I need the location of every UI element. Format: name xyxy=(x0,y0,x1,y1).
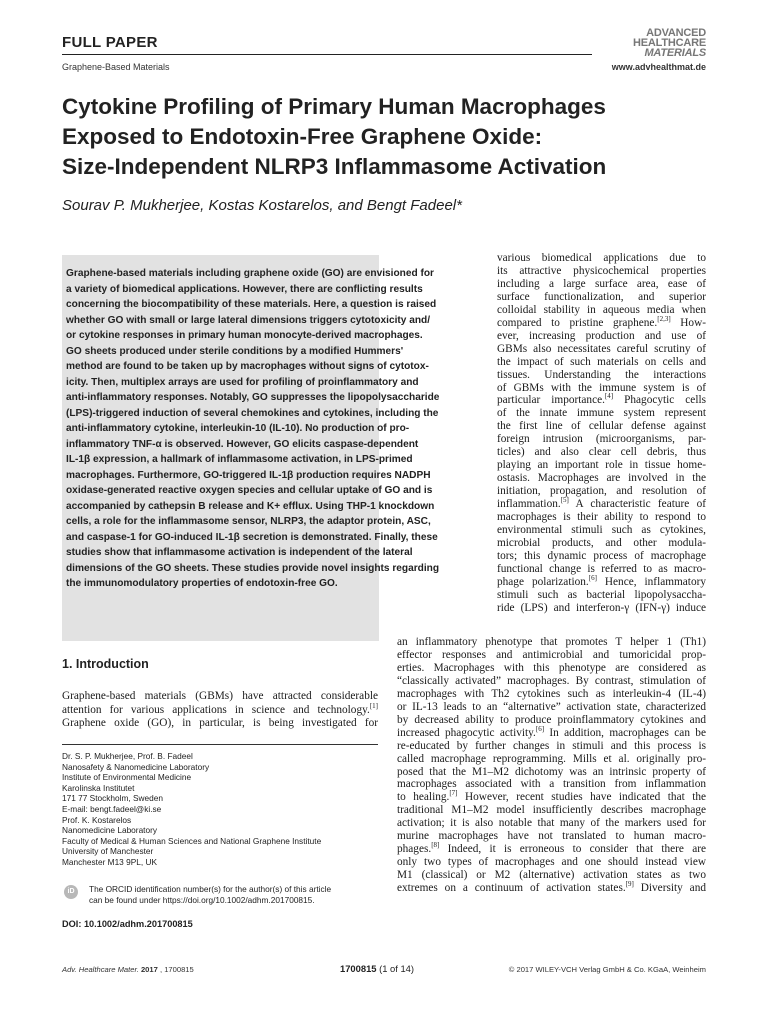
body-line: by decreased ability to produce proinflammatory cytokines and xyxy=(397,713,706,726)
introduction-line: Graphene-based materials (GBMs) have attracted considerable xyxy=(62,690,378,702)
abstract-line: cells, a role for the inflammasome sensor, NLRP3, the adaptor protein, ASC, xyxy=(66,516,431,527)
body-line: including a large surface area, ease of xyxy=(497,277,706,290)
journal-url[interactable]: www.advhealthmat.de xyxy=(611,62,706,72)
body-line: ride (LPS) and interferon-γ (IFN-γ) induce xyxy=(497,601,706,614)
body-line: to healing.[7] However, recent studies have indicated that the xyxy=(397,789,707,804)
body-line: tors; this dynamic process of macrophage xyxy=(497,549,706,562)
body-line: inflammation.[5] A characteristic feature of xyxy=(497,496,706,511)
body-line: of the innate immune system represent xyxy=(497,407,706,420)
body-line: GBMs also necessitates careful scrutiny of xyxy=(497,342,706,355)
title-line: Exposed to Endotoxin-Free Graphene Oxide: xyxy=(62,124,543,149)
authors: Sourav P. Mukherjee, Kostas Kostarelos, and Bengt Fadeel* xyxy=(62,197,462,214)
body-line: posed that the M1–M2 dichotomy was an intrinsic property of xyxy=(397,765,706,778)
body-line: increased phagocytic activity.[6] In addition, macrophages can be xyxy=(397,724,706,739)
body-line: compared to pristine graphene.[2,3] How- xyxy=(497,315,707,329)
body-line: the first line of cellular defense against xyxy=(497,420,706,433)
affiliation-line: 171 77 Stockholm, Sweden xyxy=(62,793,164,804)
abstract-line: macrophages. Furthermore, GO-triggered IL-1β production requires NADPH xyxy=(66,469,431,481)
abstract-line: icity. Then, multiplex arrays are used for profiling of proinflammatory and xyxy=(66,376,419,388)
abstract-line: concerning the biocompatibility of these materials. Here, a question is raised xyxy=(66,299,437,310)
body-line: foreign intrusion (microorganisms, par- xyxy=(497,433,706,446)
footer-page: 1700815 xyxy=(340,963,377,974)
body-line: re-educated by further changes in stimuli and this process is xyxy=(397,739,706,752)
body-line: an inflammatory phenotype that promotes T helper 1 (Th1) xyxy=(397,636,706,648)
body-line: ticles) and also clear cell debris, thus xyxy=(497,446,706,459)
footer-page-number xyxy=(340,963,414,974)
title-line: Cytokine Profiling of Primary Human Macrophages xyxy=(62,94,606,119)
body-line: macrophages with Th2 cytokines such as interleukin-4 (IL-4) xyxy=(397,687,706,700)
introduction-heading: 1. Introduction xyxy=(62,657,149,671)
body-line: tissues. Understanding the interactions xyxy=(497,368,706,381)
orcid-line[interactable]: can be found under https://doi.org/10.1002/adhm.201700815. xyxy=(89,894,315,905)
body-line: activation; it is also notable that many of the markers used for xyxy=(397,817,706,830)
footer-citation-text: , 1700815 xyxy=(159,965,194,974)
body-line: ostasis. Macrophages are involved in the xyxy=(497,472,706,485)
affiliation-line: Prof. K. Kostarelos xyxy=(62,814,132,825)
introduction-line: attention for various applications in science and technology.[1] xyxy=(62,701,378,716)
abstract-line: oxidase-generated reactive oxygen species and cellular uptake of GO and is xyxy=(66,485,433,496)
body-line: of GBMs with the immune system is of xyxy=(497,381,706,394)
abstract-line: or cytokine responses in primary human monocyte-derived macrophages. xyxy=(66,330,423,341)
body-line: traditional M1–M2 model insufficiently describes macrophage xyxy=(397,804,706,817)
footer-copyright: © 2017 WILEY-VCH Verlag GmbH & Co. KGaA, Weinheim xyxy=(508,965,706,974)
abstract-line: accompanied by cathepsin B release and K+ efflux. Using THP-1 knockdown xyxy=(66,500,435,512)
affiliation-line: Karolinska Institutet xyxy=(62,782,135,793)
body-line: “classically activated” macrophages. By contrast, stimulation of xyxy=(397,674,706,687)
affiliation-line: Faculty of Medical & Human Sciences and National Graphene Institute xyxy=(62,835,322,846)
paper-title xyxy=(62,92,712,182)
journal-logo-line: MATERIALS xyxy=(644,47,706,59)
body-line: the impact of such materials on cells and xyxy=(497,355,706,368)
body-line: environmental stimuli such as cytokines, xyxy=(497,524,706,537)
abstract-line: GO sheets produced under sterile conditions by a modified Hummers' xyxy=(66,345,404,357)
journal-logo-line: ADVANCED xyxy=(646,27,706,39)
orcid-icon[interactable]: iD xyxy=(64,885,78,899)
abstract-line: inflammatory TNF-α is observed. However, GO elicits caspase-dependent xyxy=(66,438,419,450)
affiliation-line: Dr. S. P. Mukherjee, Prof. B. Fadeel xyxy=(62,751,193,761)
body-line: or IL-13 leads to an “alternative” activation state, characterized xyxy=(397,700,706,713)
affiliations xyxy=(62,751,378,868)
affiliation-line: University of Manchester xyxy=(62,846,154,857)
affiliation-line: E-mail: bengt.fadeel@ki.se xyxy=(62,803,162,814)
body-line: stimuli such as bacterial lipopolysaccha- xyxy=(497,588,706,601)
header-rule xyxy=(62,54,592,55)
journal-logo xyxy=(633,28,706,58)
abstract-line: dimensions of the GO sheets. These studies provide novel insights regarding xyxy=(66,562,440,574)
affiliation-line: Manchester M13 9PL, UK xyxy=(62,856,157,867)
body-line: various biomedical applications due to xyxy=(497,252,706,264)
body-line: microbial products, and other modula- xyxy=(497,536,706,549)
body-line: macrophages associated with a transition from inflammation xyxy=(397,778,706,791)
section-tag: Graphene-Based Materials xyxy=(62,62,170,72)
footer-journal-abbrev: Adv. Healthcare Mater. xyxy=(62,965,139,974)
body-line: phages.[8] Indeed, it is erroneous to consider that there are xyxy=(397,841,706,856)
introduction-line: Graphene oxide (GO), in particular, is being investigated for xyxy=(62,717,378,729)
body-line: ever, increasing production and use of xyxy=(497,329,706,342)
abstract-line: a variety of biomedical applications. However, there are conflicting results xyxy=(66,283,423,295)
abstract-line: anti-inflammatory cytokine, interleukin-10 (IL-10). No production of pro- xyxy=(66,423,410,434)
abstract-line: the immunomodulatory properties of endotoxin-free GO. xyxy=(66,578,338,589)
title-line: Size-Independent NLRP3 Inflammasome Activation xyxy=(62,154,607,179)
right-column-text-full xyxy=(397,636,706,895)
affiliation-line: Institute of Environmental Medicine xyxy=(62,772,192,783)
footer-citation xyxy=(62,965,194,974)
abstract-line: method are found to be taken up by macrophages without signs of cytotox- xyxy=(66,361,429,372)
footer-year: 2017 xyxy=(140,965,158,974)
body-line: effector responses and antimicrobial and tumoricidal prop- xyxy=(397,648,706,661)
body-line: phage polarization.[6] Hence, inflammatory xyxy=(497,574,707,588)
abstract-line: (LPS)-triggered induction of several chemokines and cytokines, including the xyxy=(66,407,439,419)
affiliations-rule xyxy=(62,744,378,745)
abstract-line: studies show that inflammasome activation is independent of the lateral xyxy=(66,547,413,558)
body-line: murine macrophages have not translated to human macro- xyxy=(397,830,706,843)
affiliation-line: Nanomedicine Laboratory xyxy=(62,825,158,836)
abstract-line: IL-1β expression, a hallmark of inflammasome activation, in LPS-primed xyxy=(66,454,413,465)
footer-page-of: (1 of 14) xyxy=(379,963,415,974)
orcid-line: The ORCID identification number(s) for the author(s) of this article xyxy=(89,884,332,894)
body-line: erties. Macrophages with this phenotype are considered as xyxy=(397,661,706,674)
body-line: playing an important role in tissue home- xyxy=(497,459,706,472)
affiliation-line: Nanosafety & Nanomedicine Laboratory xyxy=(62,761,210,772)
body-line: called macrophage reprogramming. Mills et al. originally pro- xyxy=(397,752,706,765)
right-column-text-top xyxy=(497,252,706,615)
full-paper-label: FULL PAPER xyxy=(62,34,158,51)
body-line: macrophages is their ability to respond to xyxy=(497,511,706,524)
orcid-text xyxy=(89,884,378,905)
body-line: functional change is referred to as macro- xyxy=(497,562,706,575)
abstract-line: whether GO with small or large lateral dimensions triggers cytotoxicity and/ xyxy=(66,314,431,326)
abstract-text xyxy=(66,266,440,592)
journal-logo-line: HEALTHCARE xyxy=(633,37,706,49)
body-line: extremes on a continuum of activation states.[9] Diversity and xyxy=(397,880,706,895)
body-line: M1 (classical) or M2 (alternative) activation states as two xyxy=(397,869,706,882)
introduction-text xyxy=(62,690,378,731)
body-line: particular importance.[4] Phagocytic cells xyxy=(497,392,706,407)
abstract-line: Graphene-based materials including graphene oxide (GO) are envisioned for xyxy=(66,268,434,279)
abstract-line: anti-inflammatory responses. Notably, GO suppresses the lipopolysaccharide xyxy=(66,392,440,403)
body-line: its attractive physicochemical properties xyxy=(497,264,706,277)
abstract-line: and caspase-1 for GO-induced IL-1β secretion is demonstrated. Finally, these xyxy=(66,531,438,543)
body-line: colloidal stability in aqueous media when xyxy=(497,303,706,316)
body-line: initiation, propagation, and resolution of xyxy=(497,485,706,498)
body-line: surface functionalization, and superior xyxy=(497,290,706,303)
doi[interactable]: DOI: 10.1002/adhm.201700815 xyxy=(62,919,193,929)
body-line: only two types of macrophages and one should instead view xyxy=(397,856,706,869)
